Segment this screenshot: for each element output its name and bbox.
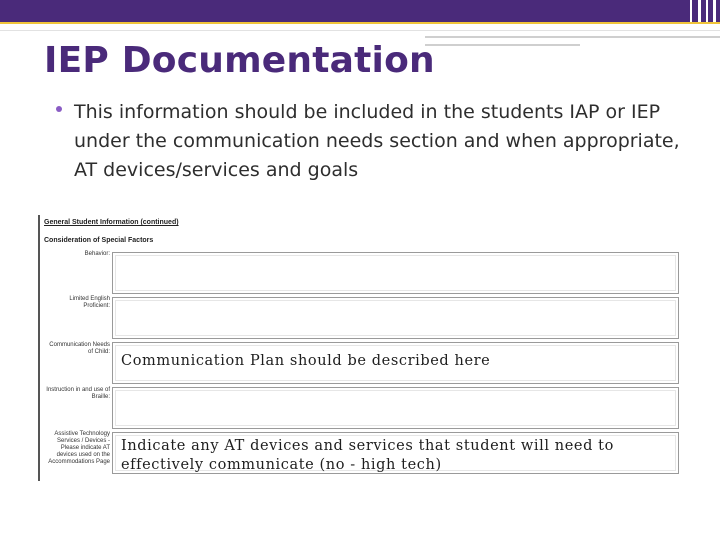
field-label-behavior: Behavior: xyxy=(84,251,110,257)
bullet-item xyxy=(56,98,696,185)
field-box-braille xyxy=(112,387,679,429)
gold-accent-line xyxy=(0,22,720,24)
band-tick xyxy=(706,0,708,22)
gray-rule xyxy=(0,30,720,31)
bullet-text: This information should be included in the students IAP or IEP under the communication needs section and when appropriate, AT devices/services and goals xyxy=(74,101,680,181)
field-box-assistive-tech xyxy=(112,432,679,474)
field-box-communication xyxy=(112,342,679,384)
form-subheader: Consideration of Special Factors xyxy=(44,237,154,244)
field-label-lep: Limited English Proficient: xyxy=(69,296,110,309)
field-value-assistive-tech: Indicate any AT devices and services that student will need to effectively communicate (no - high tech) xyxy=(121,438,614,473)
form-header: General Student Information (continued) xyxy=(44,219,179,226)
field-label-assistive-tech: Assistive Technology Services / Devices - Please indicate AT devices used on the Accommodations Page xyxy=(48,431,110,465)
band-tick xyxy=(690,0,692,22)
field-box-lep xyxy=(112,297,679,339)
slide-title: IEP Documentation xyxy=(44,40,435,81)
field-label-communication: Communication Needs of Child: xyxy=(49,342,110,355)
gray-rule xyxy=(425,36,720,38)
iep-form-excerpt xyxy=(38,215,682,481)
bullet-dot-icon xyxy=(56,106,62,112)
band-tick xyxy=(713,0,716,22)
field-box-behavior xyxy=(112,252,679,294)
band-tick xyxy=(698,0,701,22)
field-value-communication: Communication Plan should be described here xyxy=(121,353,491,369)
gray-rule xyxy=(425,44,580,46)
top-decorative-band xyxy=(0,0,720,22)
field-label-braille: Instruction in and use of Braille: xyxy=(46,387,110,400)
